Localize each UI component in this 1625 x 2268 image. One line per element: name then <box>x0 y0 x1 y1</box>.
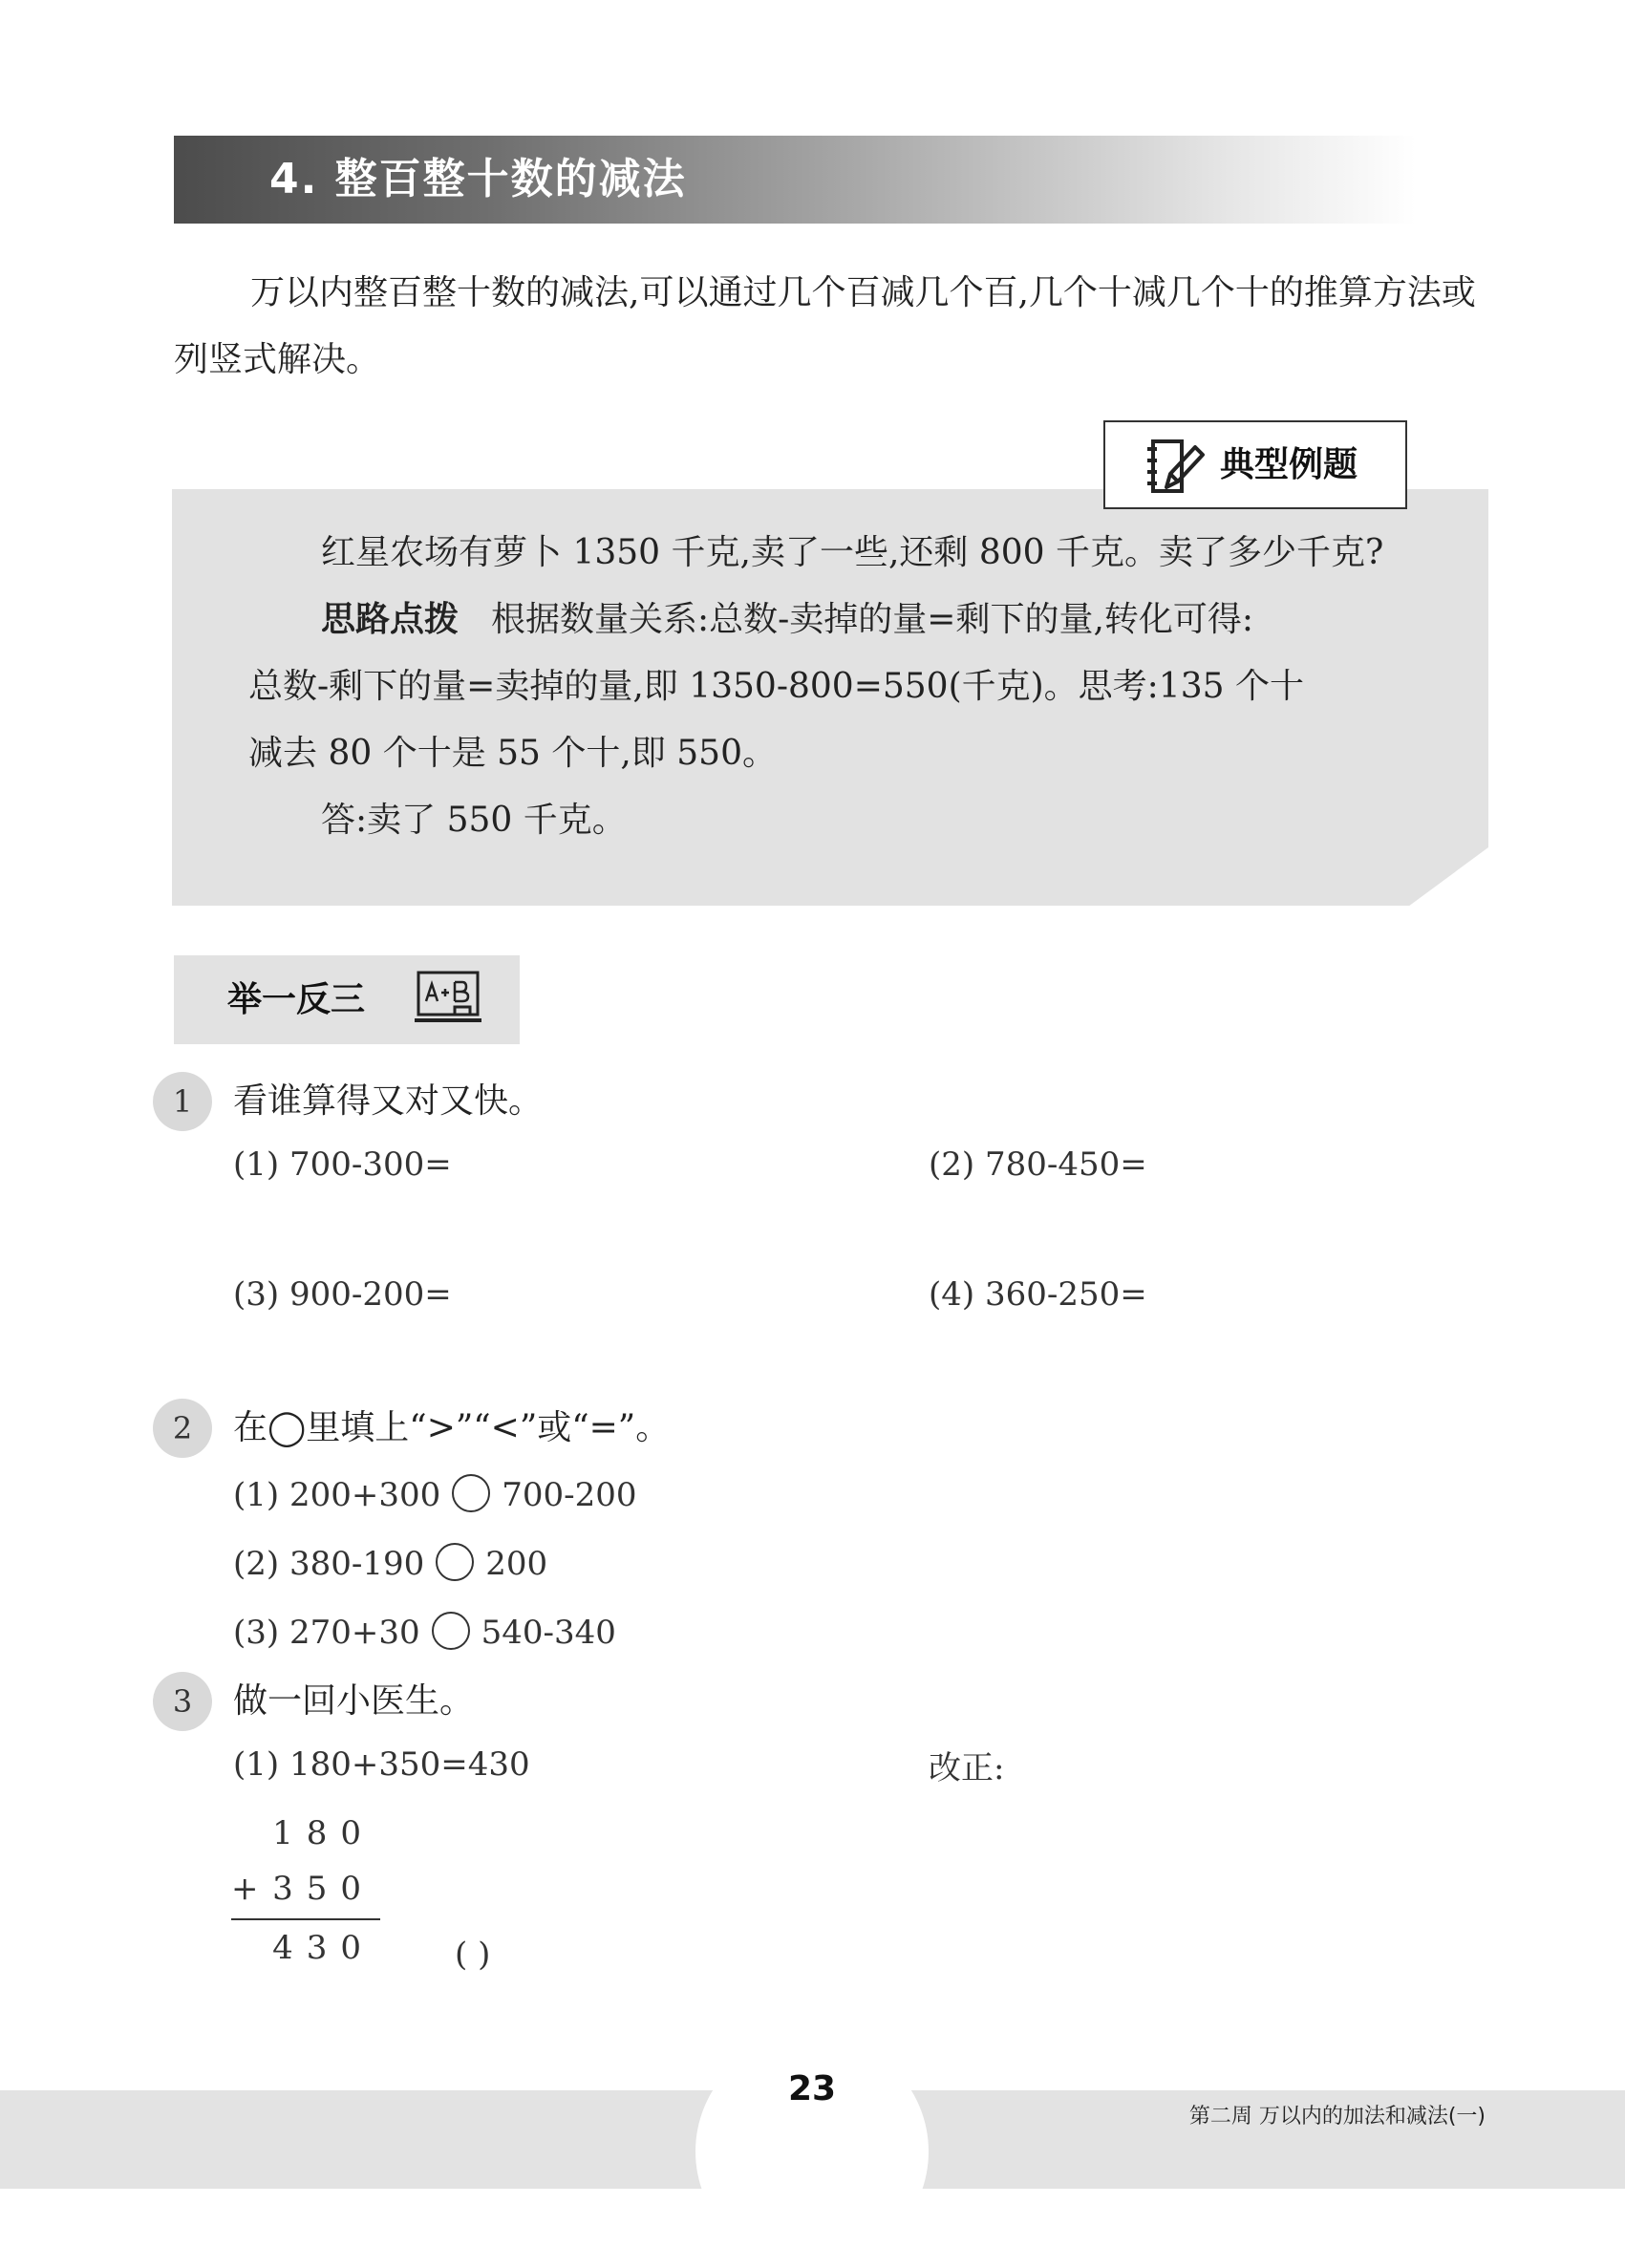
compare-circle-blank[interactable] <box>452 1474 490 1512</box>
example-tag <box>1103 420 1407 509</box>
q1-item: (4) 360-250= <box>929 1275 1147 1314</box>
q2-right: 540-340 <box>481 1614 616 1652</box>
q2-left: (1) 200+300 <box>233 1476 441 1514</box>
q2-left: (2) 380-190 <box>233 1545 425 1583</box>
practice-header <box>174 955 520 1044</box>
footer-chapter: 第二周 万以内的加法和减法(一) <box>1188 2105 1486 2129</box>
judgement-blank[interactable]: ( ) <box>455 1936 491 1974</box>
q3-item: (1) 180+350=430 <box>233 1745 530 1784</box>
hint-line-3: 减去 80 个十是 55 个十,即 550。 <box>248 734 777 773</box>
vertical-calculation <box>231 1806 380 1976</box>
q2-item <box>233 1609 616 1657</box>
compare-circle-blank[interactable] <box>432 1612 470 1650</box>
blackboard-a-plus-b-icon <box>413 969 483 1028</box>
vertical-operator: + <box>231 1870 259 1908</box>
question-number: 3 <box>153 1672 212 1731</box>
question-title: 在◯里填上“>”“<”或“=”。 <box>233 1408 671 1447</box>
q2-left: (3) 270+30 <box>233 1614 420 1652</box>
example-answer: 答:卖了 550 千克。 <box>321 801 627 840</box>
q2-item <box>233 1471 637 1519</box>
hint-line-2: 总数-剩下的量=卖掉的量,即 1350-800=550(千克)。思考:135 个十 <box>248 667 1304 706</box>
question-title: 做一回小医生。 <box>233 1681 475 1721</box>
vertical-result: 430 <box>272 1929 374 1967</box>
question-number: 1 <box>153 1072 212 1131</box>
intro-paragraph: 万以内整百整十数的减法,可以通过几个百减几个百,几个十减几个十的推算方法或列竖式解决。 <box>174 273 1476 379</box>
example-problem: 红星农场有萝卜 1350 千克,卖了一些,还剩 800 千克。卖了多少千克? <box>321 533 1384 572</box>
hint-label: 思路点拨 <box>321 600 460 639</box>
q1-item: (2) 780-450= <box>929 1145 1147 1184</box>
vertical-row-1: 180 <box>272 1814 374 1852</box>
q2-item <box>233 1540 547 1588</box>
section-title-banner <box>174 136 1416 224</box>
hint-line-1: 根据数量关系:总数-卖掉的量=剩下的量,转化可得: <box>491 600 1254 639</box>
practice-header-label: 举一反三 <box>227 980 366 1019</box>
example-hint <box>321 587 1253 653</box>
section-title: 4. 整百整十数的减法 <box>269 155 687 203</box>
correction-label: 改正: <box>929 1749 1005 1787</box>
question-number: 2 <box>153 1399 212 1458</box>
example-tag-label: 典型例题 <box>1220 445 1358 484</box>
q1-item: (1) 700-300= <box>233 1145 452 1184</box>
notebook-pencil-icon <box>1144 436 1207 497</box>
compare-circle-blank[interactable] <box>436 1543 474 1581</box>
q1-item: (3) 900-200= <box>233 1275 452 1314</box>
q2-right: 200 <box>485 1545 548 1583</box>
page-number: 23 <box>787 2069 837 2108</box>
question-title: 看谁算得又对又快。 <box>233 1081 544 1121</box>
q2-right: 700-200 <box>502 1476 637 1514</box>
vertical-row-2: 350 <box>272 1870 374 1908</box>
